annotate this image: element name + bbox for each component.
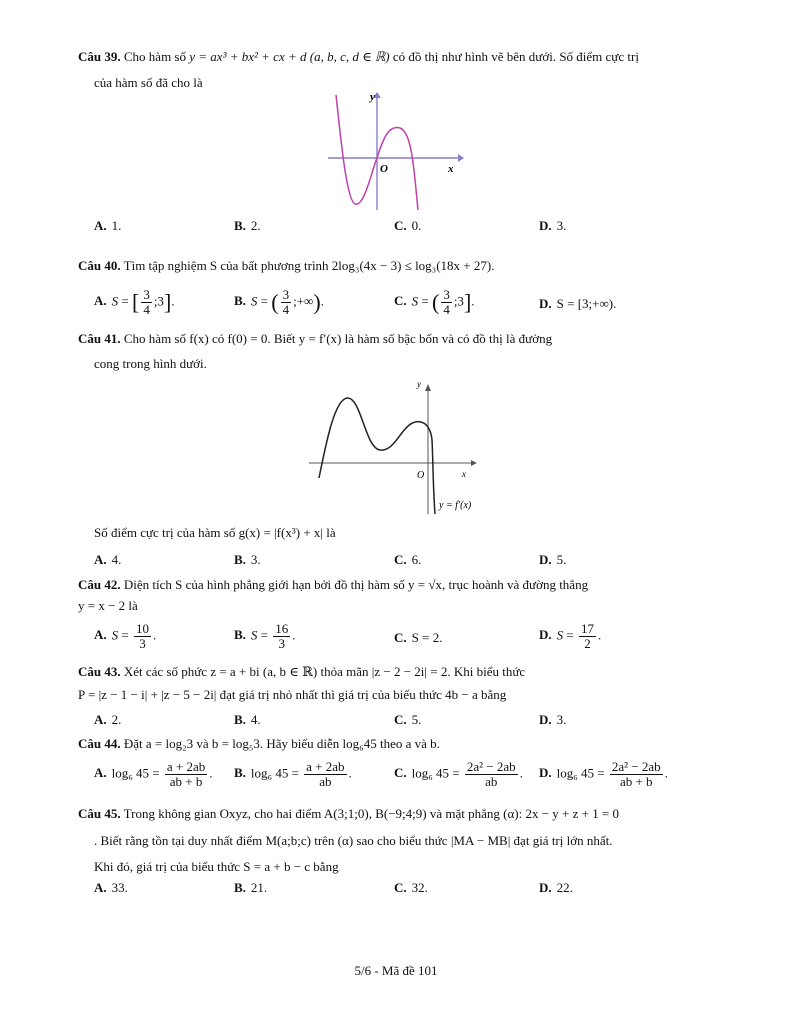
y-label: y	[417, 379, 421, 389]
curve-label: y = f′(x)	[439, 500, 472, 511]
graph-q39	[322, 90, 464, 212]
question-42	[78, 576, 718, 594]
option-d[interactable]: D. S = $\frac{17}{2}$ .	[539, 621, 602, 651]
options-q42	[94, 620, 734, 656]
option-b[interactable]: B. log₆ 45 = $\frac{a + 2ab}{ab}$ .	[234, 759, 352, 789]
option-b[interactable]: B. S = ( $\frac{3}{4}$ ;+∞).	[234, 287, 324, 317]
question-39-cont: của hàm số đã cho là	[94, 75, 203, 90]
question-41	[78, 330, 718, 348]
options-q39	[94, 218, 734, 240]
option-c[interactable]: C. 6.	[394, 552, 422, 567]
option-d[interactable]: D. S = [3;+∞).	[539, 296, 617, 311]
derivative-curve	[319, 398, 435, 514]
options-q45	[94, 880, 734, 902]
question-label: Câu 39.	[78, 49, 121, 64]
formula: y = ax³ + bx² + cx + d (a, b, c, d ∈ ℝ)	[189, 49, 390, 64]
page-footer: 5/6 - Mã đề 101	[354, 963, 438, 978]
question-label: Câu 44.	[78, 736, 121, 751]
origin-label: O	[380, 163, 388, 175]
option-c[interactable]: C. 32.	[394, 880, 428, 895]
question-45-cont: . Biết rằng tồn tại duy nhất điểm M(a;b;c) trên (α) sao cho biểu thức |MA − MB| đạt giá trị lớn nhất.	[94, 833, 613, 848]
graph-q41	[305, 378, 495, 518]
question-text: Cho hàm số f(x) có f(0) = 0. Biết y = f′(x) là hàm số bậc bốn và có đồ thị là đường	[123, 331, 553, 346]
option-b[interactable]: B. 3.	[234, 552, 261, 567]
question-45-prompt: Khi đó, giá trị của biểu thức S = a + b − c bằng	[94, 859, 339, 874]
option-c[interactable]: C. 0.	[394, 218, 422, 233]
question-text: Cho hàm số	[123, 49, 186, 64]
question-41-cont: cong trong hình dưới.	[94, 356, 207, 371]
y-arrow-icon	[425, 384, 431, 391]
question-text: Xét các số phức z = a + bi (a, b ∈ ℝ) thỏa mãn |z − 2 − 2i| = 2. Khi biểu thức	[123, 664, 526, 679]
option-c[interactable]: C. 5.	[394, 712, 422, 727]
option-c[interactable]: C. S = 2.	[394, 630, 443, 645]
option-b[interactable]: B. S = $\frac{16}{3}$ .	[234, 621, 296, 651]
options-q43	[94, 712, 734, 734]
option-a[interactable]: A. 4.	[94, 552, 122, 567]
question-label: Câu 41.	[78, 331, 121, 346]
question-label: Câu 42.	[78, 577, 121, 592]
question-44	[78, 735, 718, 753]
option-a[interactable]: A. S = $\frac{10}{3}$ .	[94, 621, 157, 651]
origin-label: O	[417, 470, 425, 481]
option-a[interactable]: A. 2.	[94, 712, 122, 727]
question-text: Đặt a = log₂3 và b = log₅3. Hãy biểu diễn log₆45 theo a và b.	[123, 736, 440, 751]
option-a[interactable]: A. 33.	[94, 880, 128, 895]
question-45	[78, 805, 718, 823]
x-arrow-icon	[458, 154, 464, 162]
x-label: x	[462, 469, 466, 479]
option-c[interactable]: C. log₆ 45 = $\frac{\text{2a² − 2ab}}{ab}$ .	[394, 759, 523, 789]
option-a[interactable]: A. S = [ $\frac{3}{4}$ ;3].	[94, 287, 175, 317]
option-b[interactable]: B. 4.	[234, 712, 261, 727]
option-a[interactable]: A. 1.	[94, 218, 122, 233]
y-label: y	[370, 91, 375, 103]
option-d[interactable]: D. 3.	[539, 712, 567, 727]
question-label: Câu 40.	[78, 258, 121, 273]
option-b[interactable]: B. 21.	[234, 880, 268, 895]
option-d[interactable]: D. 3.	[539, 218, 567, 233]
question-39	[78, 48, 718, 66]
option-d[interactable]: D. 5.	[539, 552, 567, 567]
question-42-cont: y = x − 2 là	[78, 598, 138, 613]
question-43-cont: P = |z − 1 − i| + |z − 5 − 2i| đạt giá trị nhỏ nhất thì giá trị của biểu thức 4b − a bằng	[78, 687, 507, 702]
x-label: x	[448, 163, 454, 175]
options-q41	[94, 552, 734, 574]
question-41-prompt: Số điểm cực trị của hàm số g(x) = |f(x³) + x| là	[94, 525, 336, 540]
question-label: Câu 45.	[78, 806, 121, 821]
question-text: có đồ thị như hình vẽ bên dưới. Số điểm cực trị	[392, 49, 639, 64]
option-d[interactable]: D. 22.	[539, 880, 573, 895]
question-43	[78, 663, 718, 681]
question-40	[78, 257, 718, 275]
question-label: Câu 43.	[78, 664, 121, 679]
option-c[interactable]: C. S = ( $\frac{3}{4}$ ;3].	[394, 287, 475, 317]
question-text: Diện tích S của hình phẳng giới hạn bởi đồ thị hàm số y = √x, trục hoành và đường thẳng	[123, 577, 589, 592]
option-d[interactable]: D. log₆ 45 = $\frac{\text{2a² − 2ab}}{ab + b}$ .	[539, 759, 668, 789]
x-arrow-icon	[471, 460, 477, 466]
options-q44	[94, 760, 734, 796]
question-text: Trong không gian Oxyz, cho hai điểm A(3;1;0), B(−9;4;9) và mặt phẳng (α): 2x − y + z + 1 = 0	[123, 806, 620, 821]
option-b[interactable]: B. 2.	[234, 218, 261, 233]
options-q40	[94, 284, 734, 320]
option-a[interactable]: A. log₆ 45 = $\frac{a + 2ab}{ab + b}$ .	[94, 759, 213, 789]
question-text: Tìm tập nghiệm S của bất phương trình 2log₃(4x − 3) ≤ log₃(18x + 27).	[123, 258, 495, 273]
